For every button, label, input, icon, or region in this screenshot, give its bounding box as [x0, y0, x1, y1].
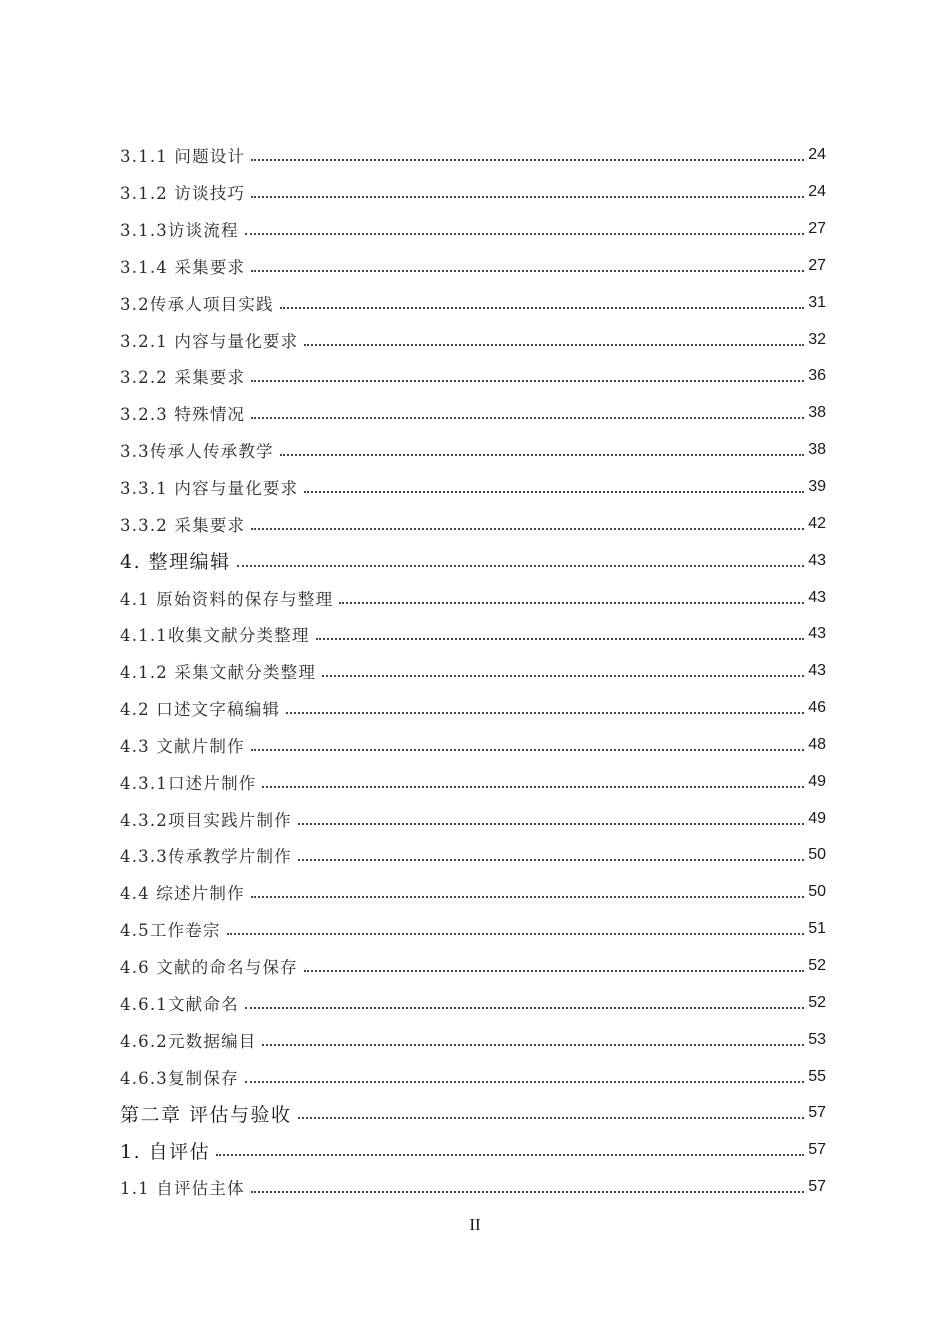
toc-dot-leader — [251, 749, 804, 751]
toc-entry-label: 4.1.2 采集文献分类整理 — [120, 663, 317, 683]
toc-dot-leader — [245, 1081, 804, 1083]
toc-entry-page: 39 — [808, 478, 826, 496]
toc-entry-label: 3.1.4 采集要求 — [120, 257, 246, 277]
toc-entry[interactable] — [120, 1058, 826, 1095]
toc-dot-leader — [322, 675, 804, 677]
toc-entry[interactable] — [120, 948, 826, 985]
toc-entry-label: 4.3 文献片制作 — [120, 736, 245, 756]
toc-entry-label: 4.3.3传承教学片制作 — [120, 847, 292, 867]
toc-entry-page: 50 — [808, 846, 826, 864]
toc-dot-leader — [298, 859, 804, 861]
toc-entry[interactable] — [120, 321, 826, 358]
toc-dot-leader — [262, 786, 804, 788]
toc-entry-page: 36 — [808, 367, 826, 385]
toc-entry-page: 52 — [808, 956, 826, 974]
toc-entry-label: 4.6 文献的命名与保存 — [120, 957, 298, 977]
toc-entry-page: 27 — [808, 256, 826, 274]
toc-entry-label: 4.1 原始资料的保存与整理 — [120, 589, 334, 609]
toc-dot-leader — [251, 196, 804, 198]
toc-entry-page: 42 — [808, 514, 826, 532]
toc-entry-label: 3.3.1 内容与量化要求 — [120, 479, 299, 499]
toc-entry-page: 52 — [808, 993, 826, 1011]
toc-entry-page: 24 — [808, 183, 826, 201]
toc-entry[interactable] — [120, 763, 826, 800]
toc-entry[interactable] — [120, 248, 826, 285]
toc-entry[interactable] — [120, 874, 826, 911]
toc-entry-label: 4.4 综述片制作 — [120, 884, 245, 904]
toc-entry-page: 57 — [808, 1104, 826, 1122]
toc-entry-page: 31 — [808, 293, 826, 311]
toc-entry-label: 4.6.3复制保存 — [120, 1068, 239, 1088]
toc-entry-label: 1. 自评估 — [120, 1140, 211, 1163]
toc-entry[interactable] — [120, 1132, 826, 1169]
toc-entry-label: 3.2传承人项目实践 — [120, 294, 274, 314]
toc-dot-leader — [280, 454, 804, 456]
toc-entry-page: 46 — [808, 699, 826, 717]
toc-entry-page: 51 — [808, 920, 826, 938]
toc-entry-label: 3.2.1 内容与量化要求 — [120, 331, 299, 351]
toc-entry[interactable] — [120, 395, 826, 432]
toc-entry[interactable] — [120, 911, 826, 948]
page-number: II — [469, 1215, 481, 1234]
table-of-contents — [120, 137, 826, 1205]
toc-entry-page: 50 — [808, 883, 826, 901]
toc-entry-label: 4.6.2元数据编目 — [120, 1031, 257, 1051]
toc-entry-label: 3.1.2 访谈技巧 — [120, 184, 246, 204]
toc-entry-page: 27 — [808, 220, 826, 238]
toc-entry-page: 43 — [808, 662, 826, 680]
toc-entry[interactable] — [120, 1169, 826, 1206]
toc-entry[interactable] — [120, 542, 826, 579]
toc-entry[interactable] — [120, 837, 826, 874]
toc-entry-page: 43 — [808, 625, 826, 643]
toc-entry-label: 4.2 口述文字稿编辑 — [120, 700, 281, 720]
toc-entry[interactable] — [120, 616, 826, 653]
toc-entry[interactable] — [120, 505, 826, 542]
toc-entry-label: 3.1.3访谈流程 — [120, 221, 239, 241]
toc-entry[interactable] — [120, 469, 826, 506]
toc-entry-page: 49 — [808, 809, 826, 827]
toc-entry-label: 3.3传承人传承教学 — [120, 442, 274, 462]
toc-entry[interactable] — [120, 579, 826, 616]
toc-entry[interactable] — [120, 653, 826, 690]
toc-dot-leader — [304, 344, 804, 346]
toc-entry[interactable] — [120, 1095, 826, 1132]
toc-entry[interactable] — [120, 284, 826, 321]
toc-entry[interactable] — [120, 432, 826, 469]
toc-entry-label: 3.3.2 采集要求 — [120, 515, 246, 535]
toc-entry[interactable] — [120, 800, 826, 837]
toc-dot-leader — [251, 896, 804, 898]
toc-entry-page: 32 — [808, 330, 826, 348]
toc-entry-page: 38 — [808, 404, 826, 422]
toc-dot-leader — [316, 638, 805, 640]
toc-entry-page: 43 — [808, 588, 826, 606]
toc-entry-page: 57 — [808, 1141, 826, 1159]
toc-entry-label: 3.2.3 特殊情况 — [120, 405, 246, 425]
toc-dot-leader — [262, 1044, 804, 1046]
toc-dot-leader — [280, 307, 804, 309]
toc-entry-label: 1.1 自评估主体 — [120, 1179, 245, 1199]
toc-dot-leader — [339, 602, 804, 604]
toc-entry-label: 4.6.1文献命名 — [120, 994, 239, 1014]
toc-entry-label: 3.2.2 采集要求 — [120, 368, 246, 388]
toc-entry[interactable] — [120, 137, 826, 174]
toc-entry-page: 24 — [808, 146, 826, 164]
toc-dot-leader — [304, 491, 804, 493]
toc-entry-page: 55 — [808, 1067, 826, 1085]
toc-entry[interactable] — [120, 211, 826, 248]
toc-entry-label: 4.5工作卷宗 — [120, 921, 221, 941]
toc-entry[interactable] — [120, 1021, 826, 1058]
toc-entry-label: 4. 整理编辑 — [120, 551, 231, 574]
toc-dot-leader — [227, 933, 805, 935]
toc-entry[interactable] — [120, 358, 826, 395]
toc-dot-leader — [251, 380, 804, 382]
toc-entry[interactable] — [120, 174, 826, 211]
toc-dot-leader — [251, 159, 804, 161]
toc-dot-leader — [251, 1191, 804, 1193]
toc-entry-page: 49 — [808, 772, 826, 790]
toc-entry[interactable] — [120, 690, 826, 727]
toc-entry-page: 53 — [808, 1030, 826, 1048]
toc-dot-leader — [251, 528, 804, 530]
toc-dot-leader — [251, 270, 804, 272]
toc-entry-page: 38 — [808, 441, 826, 459]
toc-dot-leader — [216, 1154, 804, 1156]
toc-entry-page: 48 — [808, 735, 826, 753]
toc-entry-label: 第二章 评估与验收 — [120, 1103, 292, 1126]
toc-dot-leader — [237, 565, 805, 567]
toc-entry-label: 3.1.1 问题设计 — [120, 147, 246, 167]
toc-entry-page: 43 — [808, 551, 826, 569]
toc-entry-label: 4.3.2项目实践片制作 — [120, 810, 292, 830]
toc-entry-label: 4.1.1收集文献分类整理 — [120, 626, 310, 646]
toc-dot-leader — [245, 1007, 804, 1009]
toc-entry-label: 4.3.1口述片制作 — [120, 773, 257, 793]
toc-dot-leader — [304, 970, 804, 972]
toc-entry[interactable] — [120, 727, 826, 764]
toc-dot-leader — [298, 823, 804, 825]
toc-entry[interactable] — [120, 984, 826, 1021]
toc-dot-leader — [245, 233, 804, 235]
toc-dot-leader — [298, 1117, 805, 1119]
toc-entry-page: 57 — [808, 1178, 826, 1196]
toc-dot-leader — [251, 417, 804, 419]
toc-dot-leader — [286, 712, 804, 714]
